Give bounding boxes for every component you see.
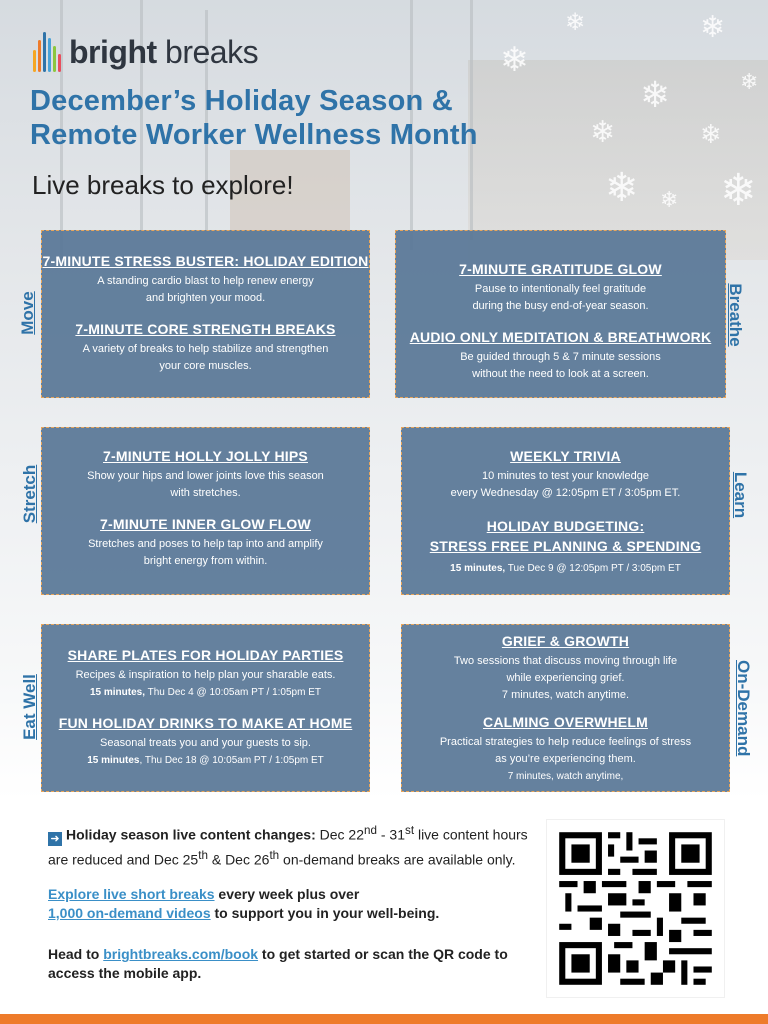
break-desc: Two sessions that discuss moving through life while experiencing grief. 7 minutes, watch anytime.: [453, 655, 678, 701]
snowflake-icon: ❄: [500, 40, 529, 80]
break-item[interactable]: [42, 321, 369, 375]
holiday-notice: ➜ Holiday season live content changes: Dec 22nd - 31st live content hours are reduced and Dec 25th & Dec 26th on-demand breaks are available only.: [48, 824, 528, 868]
break-desc: Be guided through 5 & 7 minute sessions without the need to look at a screen.: [460, 351, 661, 380]
snowflake-icon: ❄: [700, 120, 722, 150]
card-stretch: [41, 427, 370, 595]
page-subtitle: Live breaks to explore!: [32, 170, 294, 200]
break-item[interactable]: [396, 329, 725, 383]
break-desc: Seasonal treats you and your guests to sip. 15 minutes, Thu Dec 18 @ 10:05am PT / 1:05pm ET: [87, 737, 324, 766]
section-label-on-demand[interactable]: On-Demand: [734, 660, 753, 757]
break-title: 7-MINUTE STRESS BUSTER: HOLIDAY EDITION: [42, 253, 369, 269]
logo-wordmark: bright breaks: [69, 33, 259, 70]
break-title: AUDIO ONLY MEDITATION & BREATHWORK: [409, 329, 712, 345]
break-item[interactable]: [42, 516, 369, 570]
break-item[interactable]: [42, 253, 369, 307]
snowflake-icon: ❄: [660, 188, 679, 213]
snowflake-icon: ❄: [720, 165, 757, 216]
cta-paragraph: Head to brightbreaks.com/book to get started or scan the QR code to access the mobile app.: [48, 946, 508, 981]
card-learn: [401, 427, 730, 595]
snowflake-icon: ❄: [700, 10, 726, 45]
break-desc: Stretches and poses to help tap into and amplify bright energy from within.: [88, 538, 323, 567]
section-label-breathe[interactable]: Breathe: [726, 283, 745, 347]
explore-paragraph: Explore live short breaks every week plus over 1,000 on-demand videos to support you in your well-being.: [48, 886, 440, 921]
card-breathe: [395, 230, 726, 398]
break-title: WEEKLY TRIVIA: [510, 448, 621, 464]
break-item[interactable]: [42, 448, 369, 502]
snowflake-icon: ❄: [605, 165, 639, 211]
brightbreaks-book-link[interactable]: brightbreaks.com/book: [103, 946, 259, 962]
explore-live-link[interactable]: Explore live short breaks: [48, 886, 215, 902]
break-desc: Pause to intentionally feel gratitude during the busy end-of-year season.: [472, 283, 649, 312]
break-item[interactable]: [42, 647, 369, 701]
break-desc: A standing cardio blast to help renew energy and brighten your mood.: [97, 275, 314, 304]
section-label-learn[interactable]: Learn: [731, 471, 750, 519]
section-label-eat-well[interactable]: Eat Well: [20, 674, 39, 740]
break-desc: 10 minutes to test your knowledge every Wednesday @ 12:05pm ET / 3:05pm ET.: [450, 470, 681, 499]
card-move: [41, 230, 370, 398]
break-title: 7-MINUTE CORE STRENGTH BREAKS: [75, 321, 336, 337]
break-title: 7-MINUTE HOLLY JOLLY HIPS: [103, 448, 308, 464]
snowflake-icon: ❄: [590, 115, 616, 150]
break-item[interactable]: [402, 633, 729, 704]
logo-bars-icon: [33, 32, 61, 72]
card-on-demand: [401, 624, 730, 792]
section-label-move[interactable]: Move: [18, 291, 37, 335]
bottom-accent-bar: [0, 1014, 768, 1024]
arrow-right-icon: ➜: [48, 832, 62, 846]
break-desc: Show your hips and lower joints love this season with stretches.: [87, 470, 324, 499]
break-desc: Practical strategies to help reduce feelings of stress as you’re experiencing them. 7 minutes, watch anytime,: [439, 736, 692, 782]
snowflake-icon: ❄: [740, 70, 759, 95]
on-demand-videos-link[interactable]: 1,000 on-demand videos: [48, 905, 211, 921]
qr-code-icon: [547, 820, 724, 997]
break-item[interactable]: [402, 448, 729, 502]
break-item[interactable]: [402, 714, 729, 785]
break-item[interactable]: [42, 715, 369, 769]
break-desc: A variety of breaks to help stabilize and strengthen your core muscles.: [82, 343, 329, 372]
page-title: December’s Holiday Season & Remote Worker Wellness Month: [30, 85, 478, 151]
break-desc: Recipes & inspiration to help plan your sharable eats. 15 minutes, Thu Dec 4 @ 10:05am PT / 1:05pm ET: [75, 669, 336, 698]
break-item[interactable]: [402, 516, 729, 577]
snowflake-icon: ❄: [565, 8, 586, 36]
snowflake-icon: ❄: [640, 75, 671, 116]
break-title: HOLIDAY BUDGETING: STRESS FREE PLANNING & SPENDING: [429, 518, 702, 554]
break-title: FUN HOLIDAY DRINKS TO MAKE AT HOME: [58, 715, 353, 731]
qr-code[interactable]: [547, 820, 724, 997]
break-title: 7-MINUTE INNER GLOW FLOW: [100, 516, 311, 532]
break-title: GRIEF & GROWTH: [501, 633, 630, 649]
break-title: SHARE PLATES FOR HOLIDAY PARTIES: [67, 647, 344, 663]
card-eat-well: [41, 624, 370, 792]
break-title: CALMING OVERWHELM: [483, 714, 648, 730]
break-title: 7-MINUTE GRATITUDE GLOW: [459, 261, 662, 277]
break-item[interactable]: [396, 261, 725, 315]
brightbreaks-logo: [33, 32, 258, 72]
section-label-stretch[interactable]: Stretch: [20, 464, 39, 524]
break-desc: 15 minutes, Tue Dec 9 @ 12:05pm PT / 3:05pm ET: [450, 563, 681, 574]
